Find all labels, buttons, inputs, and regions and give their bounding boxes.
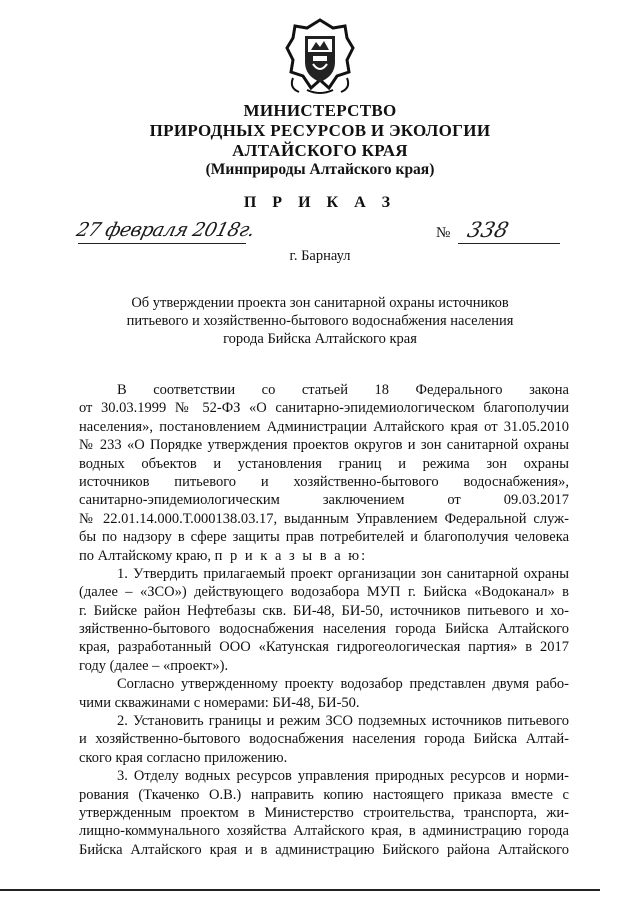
body-line: ского края согласно приложению. bbox=[79, 749, 288, 766]
ministry-name-line3: АЛТАЙСКОГО КРАЯ bbox=[232, 141, 408, 160]
body-line-text: по Алтайскому краю, bbox=[79, 547, 212, 564]
body-line: № 22.01.14.000.Т.000138.03.17, выданным Управлением Федеральной служ- bbox=[79, 510, 569, 527]
city: г. Барнаул bbox=[289, 248, 351, 264]
ministry-name-line2: ПРИРОДНЫХ РЕСУРСОВ И ЭКОЛОГИИ bbox=[149, 121, 491, 140]
body-line: санитарно-эпидемиологическим заключением от 09.03.2017 bbox=[79, 492, 569, 509]
body-line: населения», постановлением Администрации Алтайского края от 31.05.2010 bbox=[79, 418, 569, 435]
body-line bbox=[79, 547, 569, 565]
body-line: водных объектов и установления границ и режима зон охраны bbox=[79, 455, 569, 472]
body-line: В соответствии со статьей 18 Федерального закона bbox=[117, 382, 569, 398]
handwritten-date: 27 февраля 2018г. bbox=[74, 219, 257, 241]
body-line: рования (Ткаченко О.В.) направить копию настоящего приказа вместе с bbox=[79, 786, 569, 803]
body-line: № 233 «О Порядке утверждения проектов округов и зон санитарной охраны bbox=[79, 437, 569, 454]
title-line: питьевого и хозяйственно-бытового водоснабжения населения bbox=[126, 313, 514, 329]
body-line: 2. Установить границы и режим ЗСО подземных источников питьевого bbox=[117, 713, 569, 730]
title-line: Об утверждении проекта зон санитарной охраны источников bbox=[131, 295, 509, 311]
ministry-short-name: (Минприроды Алтайского края) bbox=[205, 161, 435, 178]
body-line: края, разработанный ООО «Катунская гидрогеологическая партия» в 2017 bbox=[79, 639, 569, 656]
body-line: 1. Утвердить прилагаемый проект организации зон санитарной охраны bbox=[117, 565, 569, 582]
body-line: (далее – «ЗСО») действующего водозабора МУП г. Бийска «Водоканал» в bbox=[79, 584, 569, 601]
body-line: Бийска Алтайского края и в администрацию Бийского района Алтайского bbox=[79, 841, 569, 858]
body-line: утвержденным проектом в Министерство строительства, транспорта, жи- bbox=[79, 804, 569, 821]
date-underline bbox=[78, 243, 246, 244]
handwritten-number: 338 bbox=[465, 218, 512, 242]
body-line: источников питьевого и хозяйственно-бытового водоснабжения», bbox=[79, 473, 569, 490]
body-line: зяйственно-бытового водоснабжения населения города Бийска Алтайского bbox=[79, 621, 569, 638]
body-line: г. Бийске район Нефтебазы скв. БИ-48, БИ-50, источников питьевого и хо- bbox=[79, 602, 569, 619]
body-line: 3. Отделу водных ресурсов управления природных ресурсов и норми- bbox=[117, 768, 569, 785]
body-line: лищно-коммунального хозяйства Алтайского края, в администрацию города bbox=[79, 823, 569, 840]
document-body bbox=[79, 381, 569, 859]
body-line: от 30.03.1999 № 52-ФЗ «О санитарно-эпидемиологическом благополучии bbox=[79, 400, 569, 417]
orders-word: п р и к а з ы в а ю: bbox=[214, 547, 368, 564]
body-line: и хозяйственно-бытового водоснабжения населения города Бийска Алтай- bbox=[79, 731, 569, 748]
body-line: чими скважинами с номерами: БИ-48, БИ-50. bbox=[79, 694, 360, 711]
number-label: № bbox=[436, 225, 451, 241]
coat-of-arms-icon bbox=[283, 18, 357, 96]
number-underline bbox=[458, 243, 560, 244]
body-line: году (далее – «проект»). bbox=[79, 657, 229, 674]
title-line: города Бийска Алтайского края bbox=[223, 331, 417, 347]
body-line: бы по надзору в сфере защиты прав потребителей и благополучия человека bbox=[79, 529, 569, 546]
body-line: Согласно утвержденному проекту водозабор представлен двумя рабо- bbox=[117, 676, 569, 693]
document-type: П Р И К А З bbox=[243, 194, 397, 211]
ministry-name-line1: МИНИСТЕРСТВО bbox=[243, 101, 397, 120]
scan-bottom-rule bbox=[0, 889, 600, 891]
document-title bbox=[120, 294, 520, 348]
